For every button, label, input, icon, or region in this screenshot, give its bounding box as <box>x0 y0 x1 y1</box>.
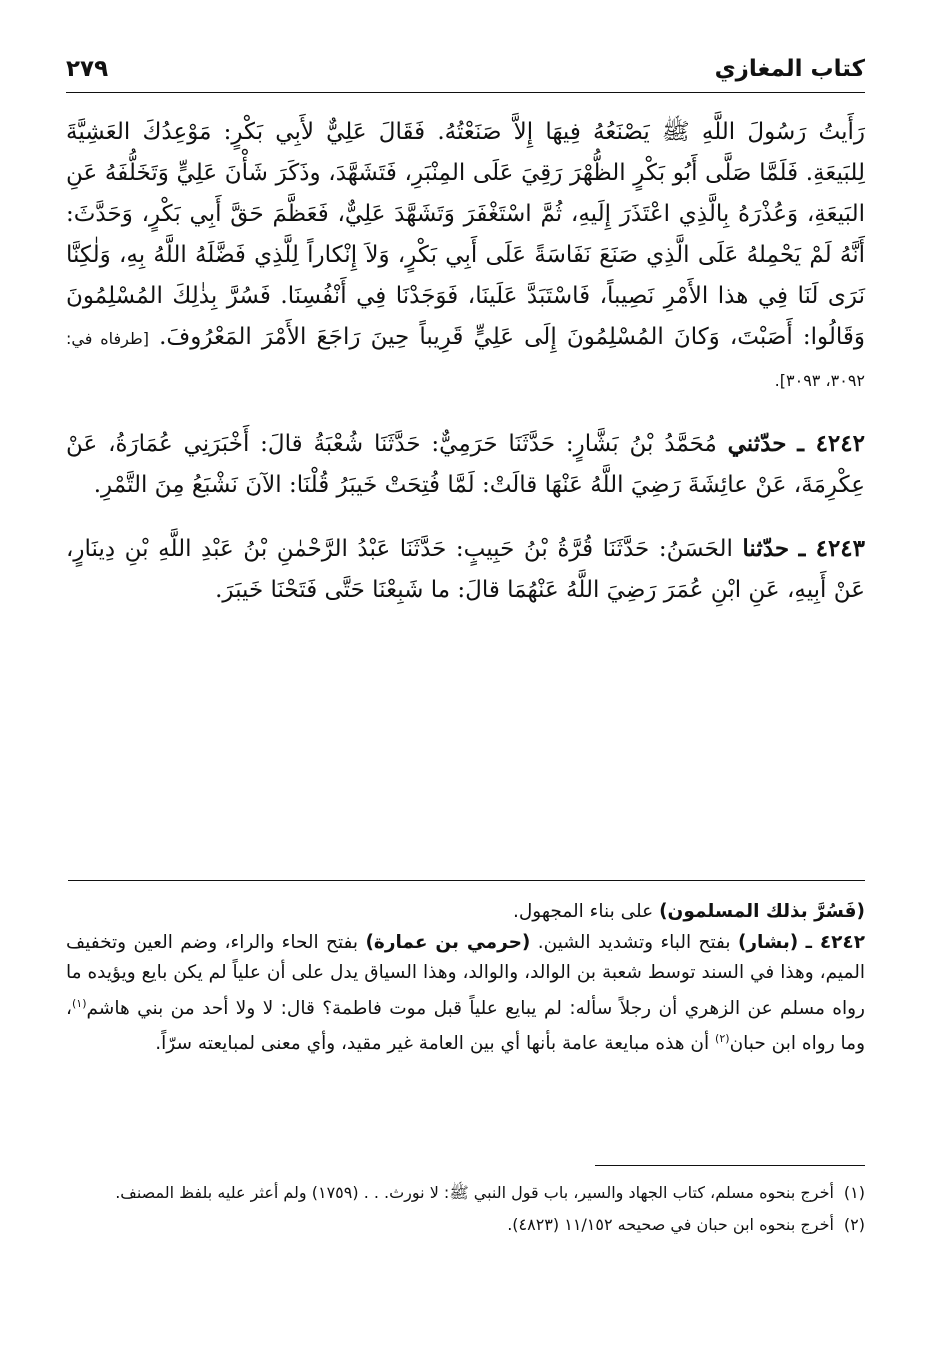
footnote-divider <box>595 1165 865 1166</box>
footnote-ref[interactable]: (٢) <box>715 1032 730 1046</box>
commentary-term: (حرمي بن عمارة) <box>365 931 531 953</box>
cross-reference-note: [طرفاه في: ٣٠٩٢، ٣٠٩٣]. <box>66 329 865 390</box>
hadith-text <box>66 112 865 611</box>
narration-lead: حدّثنا <box>742 535 790 562</box>
hadith-4242 <box>66 423 865 506</box>
footnotes <box>66 1180 865 1244</box>
commentary-term: (بشار) <box>737 931 799 953</box>
hadith-number: ٤٢٤٢ ـ <box>797 430 865 457</box>
commentary <box>66 897 865 1060</box>
footnote <box>66 1180 865 1206</box>
footnote-marker: (١) <box>843 1183 865 1202</box>
hadith-body: الحَسَنُ: حَدَّثَنَا قُرَّةُ بْنُ حَبِيبٍ: حَدَّثَنَا عَبْدُ الرَّحْمٰنِ بْنُ عَبْدِ اللَّهِ بْنِ دِينَارٍ، عَنْ أَبِيهِ، عَنِ ابْنِ عُمَرَ رَضِيَ اللَّهُ عَنْهُمَا قالَ: ما شَبِعْنَا حَتَّى فَتَحْنَا خَيبَرَ. <box>66 536 865 603</box>
commentary-entry <box>66 928 865 1060</box>
commentary-entry <box>66 897 865 928</box>
commentary-text: بفتح الباء وتشديد الشين. <box>537 931 731 953</box>
paragraph-text: رَأَيتُ رَسُولَ اللَّهِ ﷺ يَصْنَعُهُ فِيهَا إِلاَّ صَنَعْتُهُ. فَقَالَ عَلِيٌّ لأَبِي بَكْرٍ: مَوْعِدُكَ العَشِيَّةَ لِلبَيعَةِ. فَلَمَّا صَلَّى أَبُو بَكْرٍ الظُّهْرَ رَقِيَ عَلَى المِنْبَرِ، فَتَشَهَّدَ، وذَكَرَ شَأْنَ عَلِيٍّ وَتَخَلُّفَهُ عَنِ البَيعَةِ، وَعُذْرَهُ بِالَّذِي اعْتَذَرَ إِلَيهِ، ثُمَّ اسْتَغْفَرَ وَتَشَهَّدَ عَلِيٌّ، فَعَظَّمَ حَقَّ أَبِي بَكْرٍ، وَحَدَّثَ: أَنَّهُ لَمْ يَحْمِلهُ عَلَى الَّذِي صَنَعَ نَفَاسَةً عَلَى أَبِي بَكْرٍ، وَلاَ إِنْكاراً لِلَّذِي فَضَّلَهُ اللَّهُ بِهِ، وَلٰكِنَّا نَرَى لَنَا فِي هذا الأَمْرِ نَصِيباً، فَاسْتَبَدَّ عَلَينَا، فَوَجَدْنَا فِي أَنْفُسِنَا. فَسُرَّ بِذٰلِكَ المُسْلِمُونَ وَقَالُوا: أَصَبْتَ، وَكانَ المُسْلِمُونَ إِلَى عَلِيٍّ قَرِيباً حِينَ رَاجَعَ الأَمْرَ المَعْرُوفَ. <box>66 119 865 350</box>
commentary-text: ، وما رواه ابن حبان <box>66 997 865 1055</box>
footnote-ref[interactable]: (١) <box>71 996 87 1010</box>
running-header <box>66 52 865 93</box>
footnote-text: أخرج بنحوه ابن حبان في صحيحه ١١/١٥٢ (٤٨٢٣). <box>507 1215 834 1234</box>
paragraph-continuation <box>66 112 865 401</box>
commentary-text: أن هذه مبايعة عامة بأنها أي بين العامة غير مقيد، وأي معنى لمبايعته سرّاً. <box>155 1033 710 1055</box>
footnote-marker: (٢) <box>843 1215 865 1234</box>
commentary-number: ٤٢٤٢ ـ <box>805 931 866 953</box>
commentary-divider <box>68 880 865 881</box>
commentary-text: بفتح الحاء والراء، وضم العين وتخفيف الميم، وهذا في السند توسط شعبة بن الوالد، والوالد، وهذا السياق يدل على أن علياً لم يكن بايع ويؤيده ما رواه مسلم عن الزهري أن رجلاً سأله: لم يبايع علياً قبل موت فاطمة؟ قال: لا ولا أحد من بني هاشم <box>66 931 865 1019</box>
chapter-title: كتاب المغازي <box>714 56 865 82</box>
footnote-text: أخرج بنحوه مسلم، كتاب الجهاد والسير، باب قول النبي ﷺ: لا نورث. . . (١٧٥٩) ولم أعثر عليه بلفظ المصنف. <box>115 1183 834 1202</box>
commentary-term: (فَسُرَّ بذلك المسلمون) <box>659 901 865 922</box>
hadith-number: ٤٢٤٣ ـ <box>798 535 866 562</box>
hadith-4243 <box>66 528 865 611</box>
page-number: ٢٧٩ <box>66 56 109 82</box>
commentary-text: على بناء المجهول. <box>512 901 654 922</box>
narration-lead: حدّثني <box>727 430 787 457</box>
footnote <box>66 1212 865 1238</box>
hadith-body: مُحَمَّدُ بْنُ بَشَّارٍ: حَدَّثَنَا حَرَمِيٌّ: حَدَّثَنَا شُعْبَةُ قالَ: أَخْبَرَنِي عُمَارَةُ، عَنْ عِكْرِمَةَ، عَنْ عائِشَةَ رَضِيَ اللَّهُ عَنْهَا قالَتْ: لَمَّا فُتِحَتْ خَيبَرُ قُلْنَا: الآنَ نَشْبَعُ مِنَ التَّمْرِ. <box>66 431 865 498</box>
